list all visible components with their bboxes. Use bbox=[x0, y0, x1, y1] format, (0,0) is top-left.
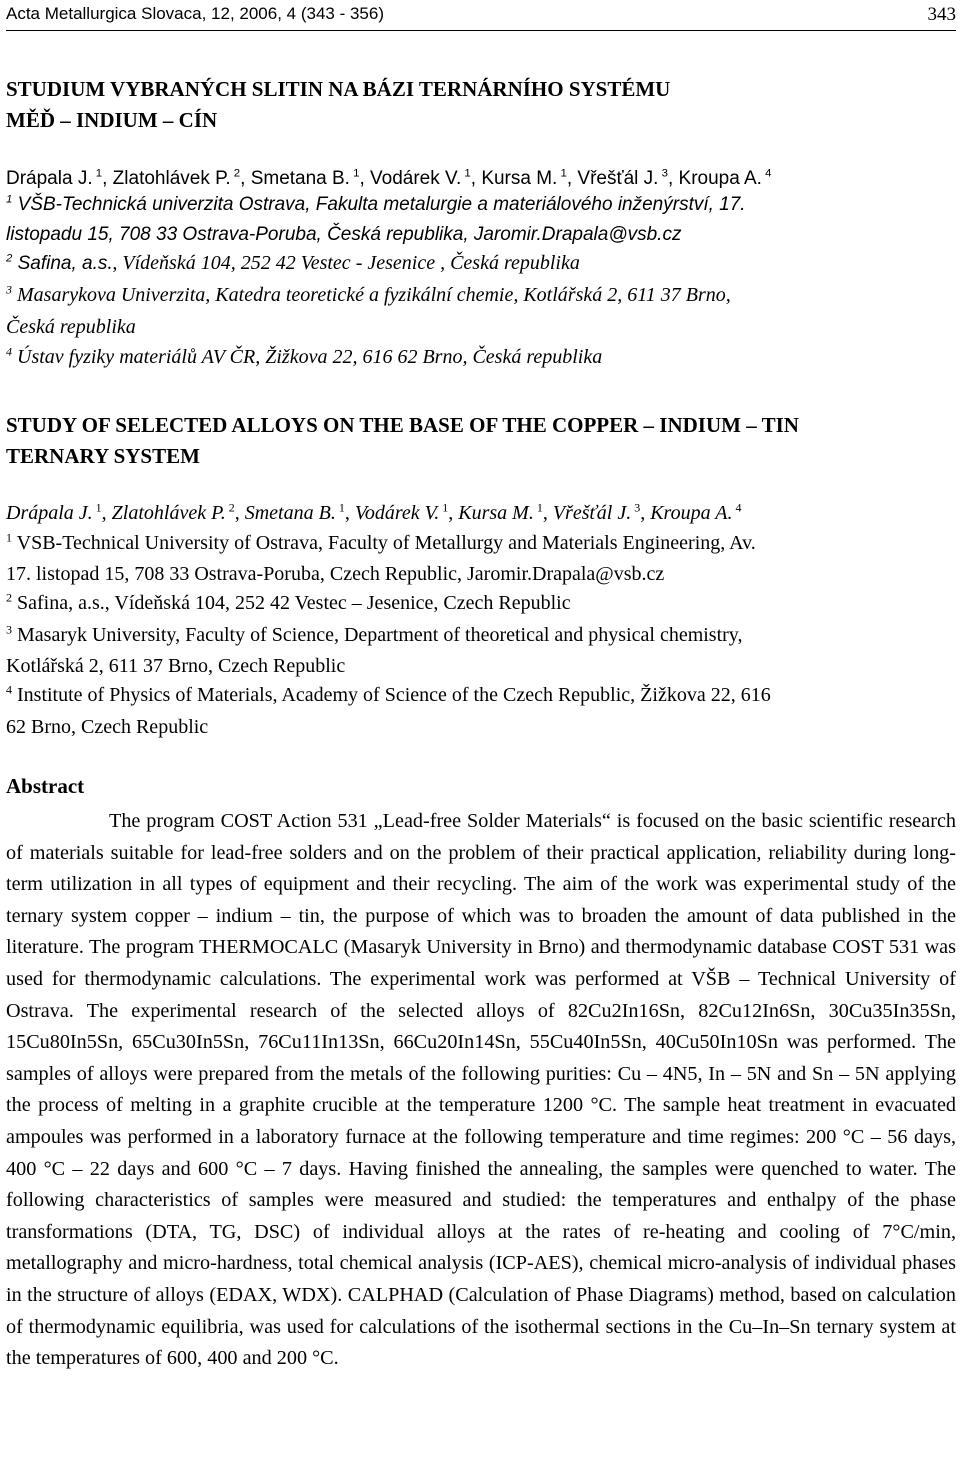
affiliation-en-3-line-1: $^3$ Masaryk University, Faculty of Science, Department of theoretical and physical chemistry, bbox=[6, 622, 743, 646]
journal-citation: Acta Metallurgica Slovaca, 12, 2006, 4 (343 - 356) bbox=[6, 4, 384, 23]
author-affiliation-number: 3 bbox=[631, 500, 641, 515]
author-separator: , bbox=[240, 168, 251, 189]
author-name: Vodárek V. bbox=[354, 502, 440, 524]
title-english-line-1: STUDY OF SELECTED ALLOYS ON THE BASE OF THE COPPER – INDIUM – TIN bbox=[6, 413, 799, 437]
abstract-paragraph: The program COST Action 531 „Lead-free Solder Materials“ is focused on the basic scientific research of materials suitable for lead-free solders and on the problem of their practical application, reliability during long-term utilization in all types of equipment and their recycling. The aim of the work was experimental study of the ternary system copper – indium – tin, the purpose of which was to broaden the amount of data published in the literature. The program THERMOCALC (Masaryk University in Brno) and thermodynamic database COST 531 was used for thermodynamic calculations. The experimental work was performed at VŠB – Technical University of Ostrava. The experimental research of the selected alloys of 82Cu2In16Sn, 82Cu12In6Sn, 30Cu35In35Sn, 15Cu80In5Sn, 65Cu30In5Sn, 76Cu11In13Sn, 66Cu20In14Sn, 55Cu40In5Sn, 40Cu50In10Sn was performed. The samples of alloys were prepared from the metals of the following purities: Cu – 4N5, In – 5N and Sn – 5N applying the process of melting in a graphite crucible at the temperature 1200 °C. The sample heat treatment in evacuated ampoules was performed in a laboratory furnace at the following temperature and time regimes: 200 °C – 56 days, 400 °C – 22 days and 600 °C – 7 days. Having finished the annealing, the samples were quenched to water. The following characteristics of samples were measured and studied: the temperatures and enthalpy of the phase transformations (DTA, TG, DSC) of individual alloys at the rates of re-heating and cooling of 7°C/min, metallography and micro-hardness, total chemical analysis (ICP-AES), chemical micro-analysis of individual phases in the structure of alloys (EDAX, WDX). CALPHAD (Calculation of Phase Diagrams) method, based on calculation of thermodynamic equilibria, was used for calculations of the isothermal sections in the Cu–In–Sn ternary system at the temperatures of 600, 400 and 200 °C. bbox=[6, 810, 956, 1370]
author-affiliation-number: 2 bbox=[230, 167, 241, 180]
author-name: Vodárek V. bbox=[370, 168, 462, 189]
title-czech bbox=[6, 74, 956, 136]
author-separator: , bbox=[102, 168, 113, 189]
author-affiliation-number: 1 bbox=[557, 167, 567, 180]
affiliation-en-2: $^2$ Safina, a.s., Vídeňská 104, 252 42 Vestec – Jesenice, Czech Republic bbox=[6, 590, 571, 614]
author-affiliation-number: 4 bbox=[732, 500, 742, 515]
author-separator: , bbox=[667, 168, 679, 189]
title-czech-line-2: MĚĎ – INDIUM – CÍN bbox=[6, 108, 218, 132]
author-name: Zlatohlávek P. bbox=[112, 168, 231, 189]
author-separator: , bbox=[566, 168, 578, 189]
title-english bbox=[6, 410, 956, 472]
affiliation-cz-2: $^2$ Safina, a.s., Vídeňská 104, 252 42 Vestec - Jesenice , Česká republika bbox=[6, 252, 580, 274]
author-separator: , bbox=[101, 502, 112, 524]
author-affiliation-number: 1 bbox=[92, 167, 103, 180]
author-name: Smetana B. bbox=[250, 168, 350, 189]
author-separator: , bbox=[640, 502, 651, 524]
author-affiliation-number: 1 bbox=[439, 500, 449, 515]
affiliation-cz-1-line-1: $^1$ VŠB-Technická univerzita Ostrava, Fakulta metalurgie a materiálového inženýrství, 17. bbox=[6, 193, 746, 215]
affiliation-en-4-line-1: $^4$ Institute of Physics of Materials, Academy of Science of the Czech Republic, Žižkova 22, 616 bbox=[6, 682, 771, 706]
title-english-line-2: TERNARY SYSTEM bbox=[6, 444, 200, 468]
affiliation-en-4-line-2: 62 Brno, Czech Republic bbox=[6, 716, 209, 738]
running-header bbox=[6, 4, 956, 31]
author-name: Kroupa A. bbox=[678, 168, 762, 189]
author-separator: , bbox=[344, 502, 355, 524]
author-affiliation-number: 1 bbox=[533, 500, 543, 515]
author-separator: , bbox=[470, 168, 482, 189]
abstract-body bbox=[6, 806, 956, 1375]
author-name: Vřešťál J. bbox=[577, 168, 659, 189]
author-name: Drápala J. bbox=[6, 502, 93, 524]
author-separator: , bbox=[234, 502, 245, 524]
author-name: Drápala J. bbox=[6, 168, 93, 189]
author-separator: , bbox=[359, 168, 371, 189]
author-affiliation-number: 1 bbox=[349, 167, 360, 180]
author-name: Kursa M. bbox=[481, 168, 558, 189]
page-number: 343 bbox=[927, 4, 956, 25]
affiliation-en-1-line-1: $^1$ VSB-Technical University of Ostrava, Faculty of Metallurgy and Materials Engineering, Av. bbox=[6, 530, 756, 554]
authors-czech bbox=[6, 168, 771, 190]
affiliation-cz-3-line-2: Česká republika bbox=[6, 316, 136, 338]
affiliation-cz-1-line-2: listopadu 15, 708 33 Ostrava-Poruba, Česká republika, Jaromir.Drapala@vsb.cz bbox=[6, 224, 682, 245]
author-name: Kursa M. bbox=[458, 502, 534, 524]
affiliation-en-1-line-2: 17. listopad 15, 708 33 Ostrava-Poruba, Czech Republic, Jaromir.Drapala@vsb.cz bbox=[6, 563, 665, 585]
affiliation-cz-3-line-1: $^3$ Masarykova Univerzita, Katedra teoretické a fyzikální chemie, Kotlářská 2, 611 37 Brno, bbox=[6, 282, 731, 306]
affiliation-en-3-line-2: Kotlářská 2, 611 37 Brno, Czech Republic bbox=[6, 655, 346, 677]
author-affiliation-number: 1 bbox=[461, 167, 471, 180]
author-separator: , bbox=[448, 502, 459, 524]
author-name: Zlatohlávek P. bbox=[111, 502, 226, 524]
author-affiliation-number: 1 bbox=[92, 500, 102, 515]
abstract-heading: Abstract bbox=[6, 774, 85, 798]
author-affiliation-number: 3 bbox=[658, 167, 668, 180]
affiliation-cz-4: $^4$ Ústav fyziky materiálů AV ČR, Žižkova 22, 616 62 Brno, Česká republika bbox=[6, 344, 603, 368]
authors-english bbox=[6, 502, 741, 525]
author-separator: , bbox=[542, 502, 553, 524]
author-affiliation-number: 2 bbox=[225, 500, 235, 515]
author-affiliation-number: 1 bbox=[335, 500, 345, 515]
author-name: Kroupa A. bbox=[650, 502, 733, 524]
author-affiliation-number: 4 bbox=[761, 167, 772, 180]
author-name: Smetana B. bbox=[244, 502, 336, 524]
author-name: Vřešťál J. bbox=[552, 502, 632, 524]
title-czech-line-1: STUDIUM VYBRANÝCH SLITIN NA BÁZI TERNÁRNÍHO SYSTÉMU bbox=[6, 77, 671, 101]
